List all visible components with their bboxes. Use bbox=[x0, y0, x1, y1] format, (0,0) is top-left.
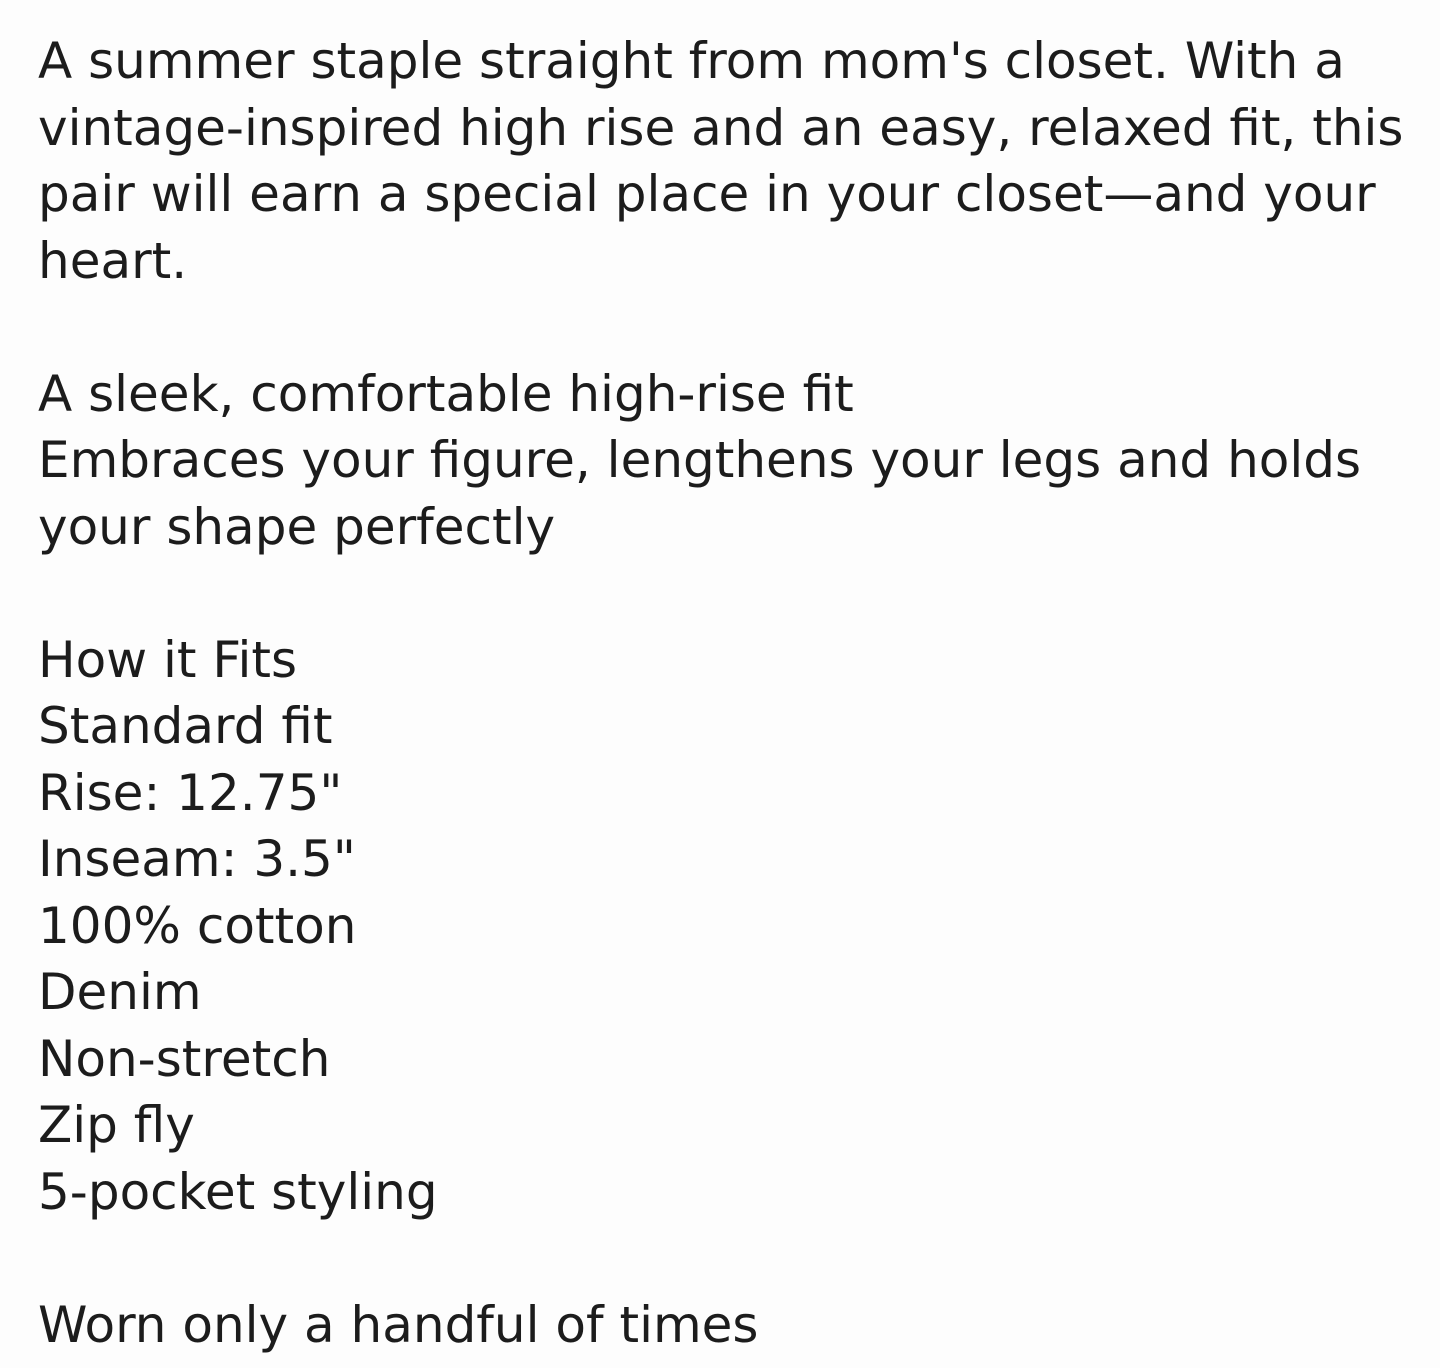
fit-detail: Inseam: 3.5" bbox=[38, 830, 356, 888]
fit-detail: Non-stretch bbox=[38, 1029, 331, 1088]
paragraph-spacer bbox=[38, 1225, 1408, 1292]
intro-line: vintage-inspired high rise and an easy, relaxed fit, this bbox=[38, 98, 1404, 157]
condition-section bbox=[38, 1292, 1408, 1359]
condition-note: Worn only a handful of times bbox=[38, 1295, 759, 1354]
highlight-line: Embraces your figure, lengthens your legs and holds bbox=[38, 431, 1362, 489]
fit-detail: Standard fit bbox=[38, 697, 333, 755]
highlights-paragraph bbox=[38, 361, 1408, 561]
fit-heading: How it Fits bbox=[38, 630, 298, 689]
fit-detail: Rise: 12.75" bbox=[38, 763, 343, 822]
fit-detail: 5-pocket styling bbox=[38, 1162, 438, 1221]
product-description bbox=[38, 28, 1408, 1358]
fit-section bbox=[38, 627, 1408, 1226]
fit-detail: 100% cotton bbox=[38, 896, 357, 955]
highlight-line: your shape perfectly bbox=[38, 497, 556, 556]
paragraph-spacer bbox=[38, 560, 1408, 627]
intro-paragraph bbox=[38, 28, 1408, 294]
fit-detail: Denim bbox=[38, 963, 202, 1021]
paragraph-spacer bbox=[38, 294, 1408, 361]
intro-line: heart. bbox=[38, 231, 188, 290]
intro-line: A summer staple straight from mom's closet. With a bbox=[38, 32, 1345, 90]
highlight-line: A sleek, comfortable high-rise fit bbox=[38, 364, 854, 423]
fit-detail: Zip fly bbox=[38, 1096, 195, 1154]
intro-line: pair will earn a special place in your closet—and your bbox=[38, 165, 1376, 223]
